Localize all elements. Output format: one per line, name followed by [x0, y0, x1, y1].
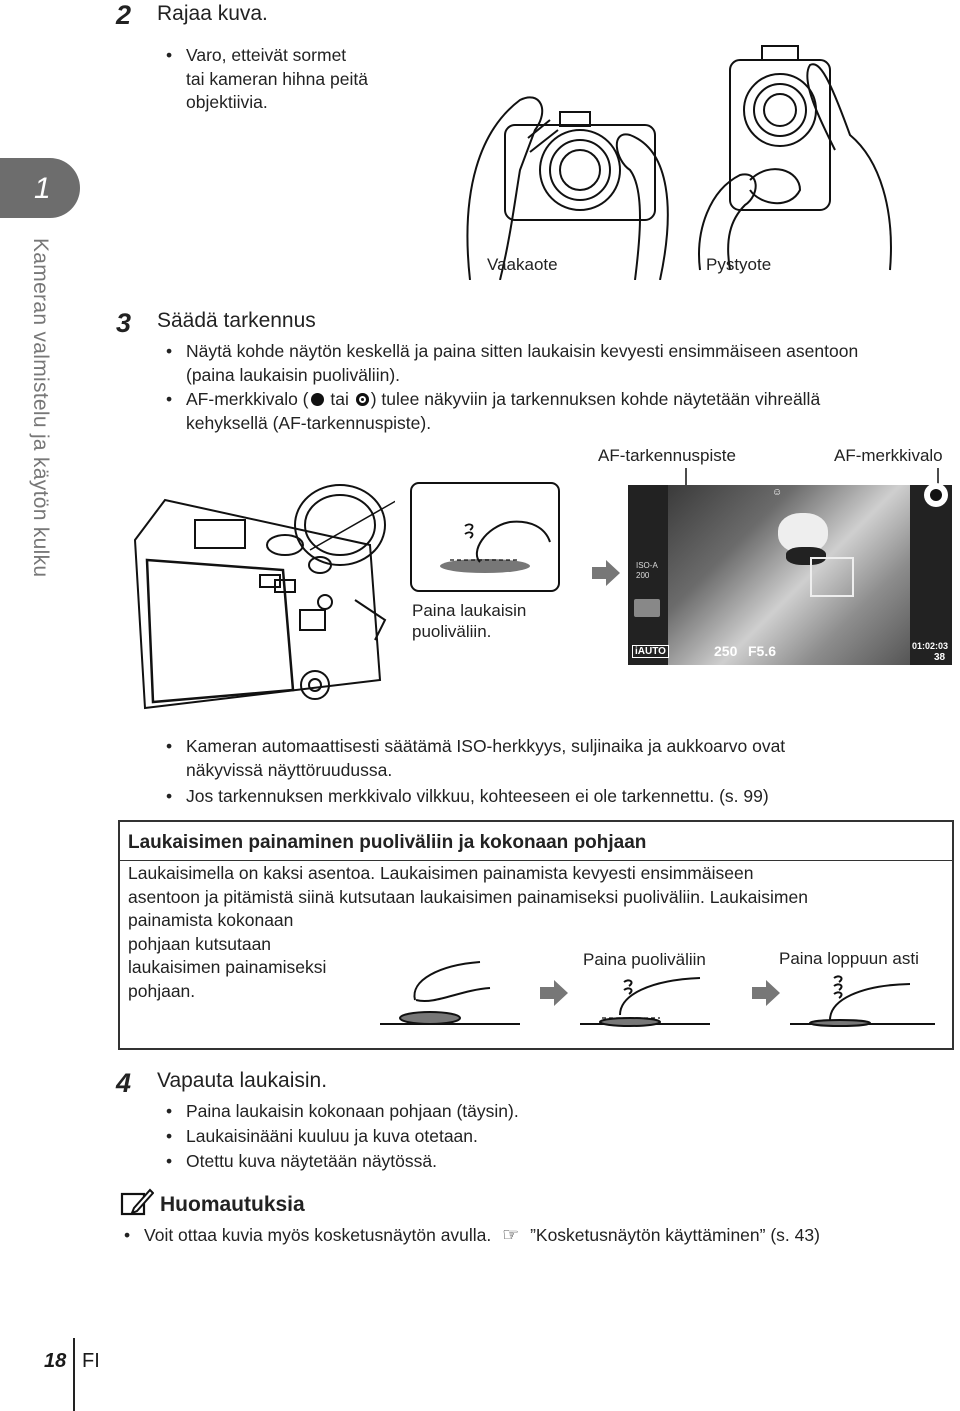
step-2-bullet — [186, 44, 368, 115]
notes-link-text: ”Kosketusnäytön käyttäminen” (s. 43) — [530, 1225, 820, 1245]
shutter-speed: 250 — [714, 643, 738, 659]
box-line: pohjaan. — [128, 980, 196, 1001]
footer-divider — [73, 1338, 75, 1411]
half-press-label: Paina puoliväliin — [583, 950, 706, 969]
shutter-box-divider — [118, 860, 954, 861]
step-2-bullet-line: objektiivia. — [186, 92, 268, 112]
step-2-bullet-line: Varo, etteivät sormet — [186, 45, 347, 65]
bullet-text: tai — [325, 389, 354, 409]
af-lamp-solid-icon — [311, 393, 324, 406]
box-line: asentoon ja pitämistä siinä kutsutaan laukaisimen painamiseksi puoliväliin. Laukaisimen — [128, 886, 808, 907]
recording-time: 01:02:03 — [912, 641, 949, 651]
bullet-line: (paina laukaisin puoliväliin). — [186, 364, 401, 385]
step-3-number: 3 — [116, 308, 132, 338]
chapter-number: 1 — [34, 172, 51, 205]
iso-value: 200 — [636, 571, 650, 580]
step-4-bullet-2: • Laukaisinääni kuuluu ja kuva otetaan. — [186, 1125, 478, 1149]
full-press-label: Paina loppuun asti — [779, 949, 919, 968]
bullet-line: Kameran automaattisesti säätämä ISO-herkkyys, suljinaika ja aukkoarvo ovat — [186, 736, 786, 756]
box-line: painamista kokonaan — [128, 910, 294, 930]
bullet-text: AF-merkkivalo ( — [186, 389, 309, 409]
caption-line: puoliväliin. — [412, 622, 492, 641]
camera-grip-illustration — [440, 40, 910, 280]
step-4-bullet-3: • Otettu kuva näytetään näytössä. — [186, 1150, 437, 1174]
shots-remaining: 38 — [934, 652, 946, 663]
page-reference-icon: ☞ — [502, 1225, 520, 1246]
shutter-box-title: Laukaisimen painaminen puoliväliin ja kokonaan pohjaan — [128, 832, 647, 853]
camera-back-illustration — [125, 470, 395, 715]
box-line: laukaisimen painamiseksi — [128, 957, 327, 977]
notes-text: Voit ottaa kuvia myös kosketusnäytön avulla. — [144, 1225, 492, 1245]
page-language: FI — [82, 1350, 100, 1372]
page-number: 18 — [44, 1350, 67, 1372]
half-press-caption — [412, 600, 526, 642]
iso-readout — [636, 561, 658, 581]
live-view-photo — [668, 485, 910, 665]
step-3-bullet-3 — [186, 735, 785, 782]
step-3-bullet-2 — [186, 388, 820, 435]
bullet-line: näkyvissä näyttöruudussa. — [186, 759, 393, 780]
step-4-number: 4 — [116, 1068, 132, 1098]
step-4-title: Vapauta laukaisin. — [157, 1069, 328, 1092]
arrow-right-icon — [592, 560, 620, 586]
caption-line: Paina laukaisin — [412, 601, 527, 620]
iauto-mode-icon: iAUTO — [632, 645, 669, 658]
step-2-title: Rajaa kuva. — [157, 2, 268, 25]
shutter-positions-illustration — [380, 960, 950, 1035]
box-line: pohjaan kutsutaan — [128, 933, 272, 954]
bullet-text: kehyksellä (AF-tarkennuspiste). — [186, 412, 432, 433]
box-line: Laukaisimella on kaksi asentoa. Laukaisimen painamista kevyesti ensimmäiseen — [128, 863, 754, 883]
step-2-number: 2 — [116, 0, 132, 30]
caption-horizontal-grip: Vaakaote — [487, 255, 558, 274]
af-point-label: AF-tarkennuspiste — [598, 446, 736, 465]
af-lamp-label: AF-merkkivalo — [834, 446, 943, 465]
notes-title: Huomautuksia — [160, 1193, 305, 1216]
note-pencil-icon — [120, 1188, 154, 1218]
half-press-illustration — [410, 482, 560, 592]
step-2-bullet-line: tai kameran hihna peitä — [186, 68, 368, 89]
af-lamp-ring-icon — [356, 393, 369, 406]
aperture-value: F5.6 — [748, 643, 777, 659]
touch-shutter-icon — [634, 599, 660, 617]
iso-label: ISO-A — [636, 561, 658, 570]
step-3-title: Säädä tarkennus — [157, 309, 316, 332]
bullet-text: ) tulee näkyviin ja tarkennuksen kohde näytetään vihreällä — [370, 389, 821, 409]
step-3-bullet-4: • Jos tarkennuksen merkkivalo vilkkuu, kohteeseen ei ole tarkennettu. (s. 99) — [186, 785, 769, 809]
camera-lcd-screen — [628, 485, 952, 665]
caption-vertical-grip: Pystyote — [706, 255, 772, 274]
step-3-bullet-1 — [186, 340, 858, 387]
step-4-bullet-1: • Paina laukaisin kokonaan pohjaan (täysin). — [186, 1100, 519, 1124]
notes-bullet — [144, 1224, 820, 1248]
bullet-line: Näytä kohde näytön keskellä ja paina sitten laukaisin kevyesti ensimmäiseen asentoon — [186, 341, 859, 361]
af-focus-frame — [810, 557, 854, 597]
chapter-title: Kameran valmistelu ja käytön kulku — [29, 238, 52, 578]
af-lamp-dot — [930, 489, 942, 501]
face-detect-icon: ☺ — [772, 487, 783, 498]
